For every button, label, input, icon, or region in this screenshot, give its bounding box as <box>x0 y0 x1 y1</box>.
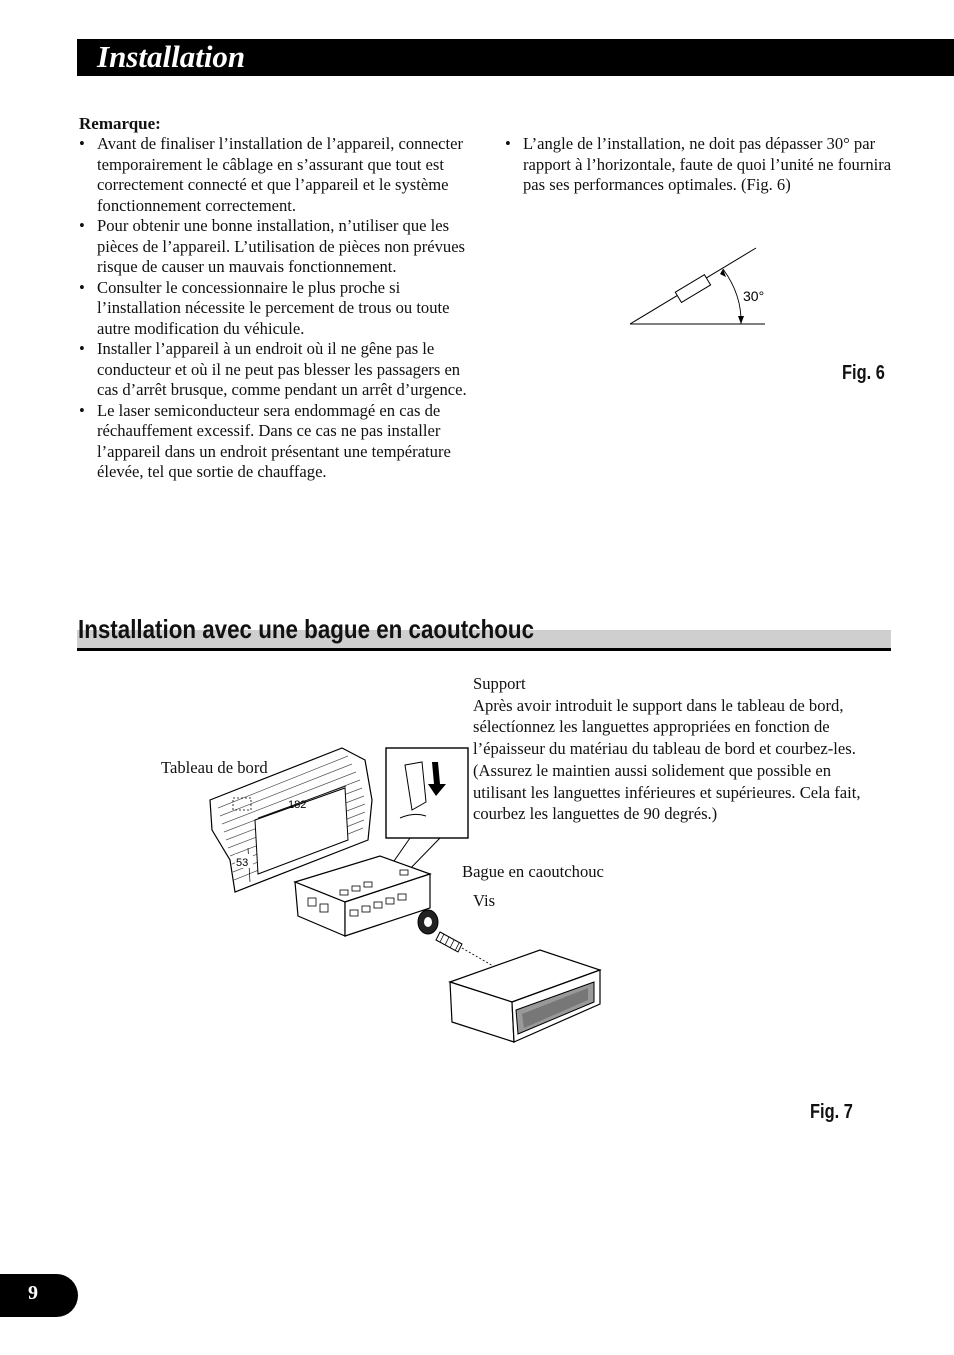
page-number: 9 <box>28 1282 38 1304</box>
page-header-title: Installation <box>97 39 246 74</box>
remark-heading: Remarque: <box>79 114 161 133</box>
support-note: (Assurez le maintien aussi solidement que possible en utilisant les languettes inférieures et supérieures. Cela fait, courbez les languettes de 90 degrés.) <box>473 760 861 824</box>
remark-item: • Avant de finaliser l’installation de l’appareil, connecter temporairement le câblage en s’assurant que tout est correctement connecté et que l’appareil et le système fonctionnement correctement. <box>79 134 467 216</box>
remark-item: • Le laser semiconducteur sera endommagé en cas de réchauffement excessif. Dans ce cas ne pas installer l’appareil dans un endroit présentant une température élevée, tel que sortie de chauffage. <box>79 401 467 483</box>
section-heading: Installation avec une bague en caoutchouc <box>78 614 535 644</box>
screw <box>436 932 500 970</box>
rubber-bush-label: Bague en caoutchouc <box>462 862 604 881</box>
dimension-height-label: 53 <box>236 857 249 869</box>
fig6-label: Fig. 6 <box>842 362 885 384</box>
fig6-angle-diagram <box>620 240 780 340</box>
head-unit <box>450 950 600 1042</box>
screw-label: Vis <box>473 891 496 910</box>
mounting-sleeve <box>295 856 430 936</box>
page-header-bar <box>77 39 954 76</box>
arc-arrowhead-bottom <box>738 316 744 324</box>
support-text: Après avoir introduit le support dans le tableau de bord, sélectíonnez les languettes appropriées en fonction de l’épaisseur du matériau du tableau de bord et courbez-les. <box>473 695 856 759</box>
support-heading: Support <box>473 674 526 693</box>
angle-note-item: • L’angle de l’installation, ne doit pas dépasser 30° par rapport à l’horizontale, faute de quoi l’unité ne fournira pas ses performances optimales. (Fig. 6) <box>505 134 895 196</box>
fig7-label: Fig. 7 <box>810 1101 853 1123</box>
remark-item: • Consulter le concessionnaire le plus proche si l’installation nécessite le percement de trous ou toute autre modification du véhicule. <box>79 278 467 340</box>
arc-arrowhead-top <box>720 269 726 277</box>
remark-item: • Pour obtenir une bonne installation, n’utiliser que les pièces de l’appareil. L’utilisation de pièces non prévues risque de causer un mauvais fonctionnement. <box>79 216 467 278</box>
angle-note-list <box>505 134 895 196</box>
page-number-tab <box>0 1274 78 1317</box>
rubber-bush <box>418 910 438 934</box>
remark-item: • Installer l’appareil à un endroit où il ne gêne pas le conducteur et où il ne peut pas blesser les passagers en cas d’arrêt brusque, comme pendant un arrêt d’urgence. <box>79 339 467 401</box>
dimension-width-label: 182 <box>288 799 307 811</box>
remark-list <box>79 134 467 483</box>
fig7-installation-diagram <box>200 740 620 1070</box>
angle-label: 30° <box>743 288 765 304</box>
angle-arc <box>723 269 741 324</box>
dashboard-label: Tableau de bord <box>161 758 268 777</box>
unit-block <box>675 275 710 303</box>
